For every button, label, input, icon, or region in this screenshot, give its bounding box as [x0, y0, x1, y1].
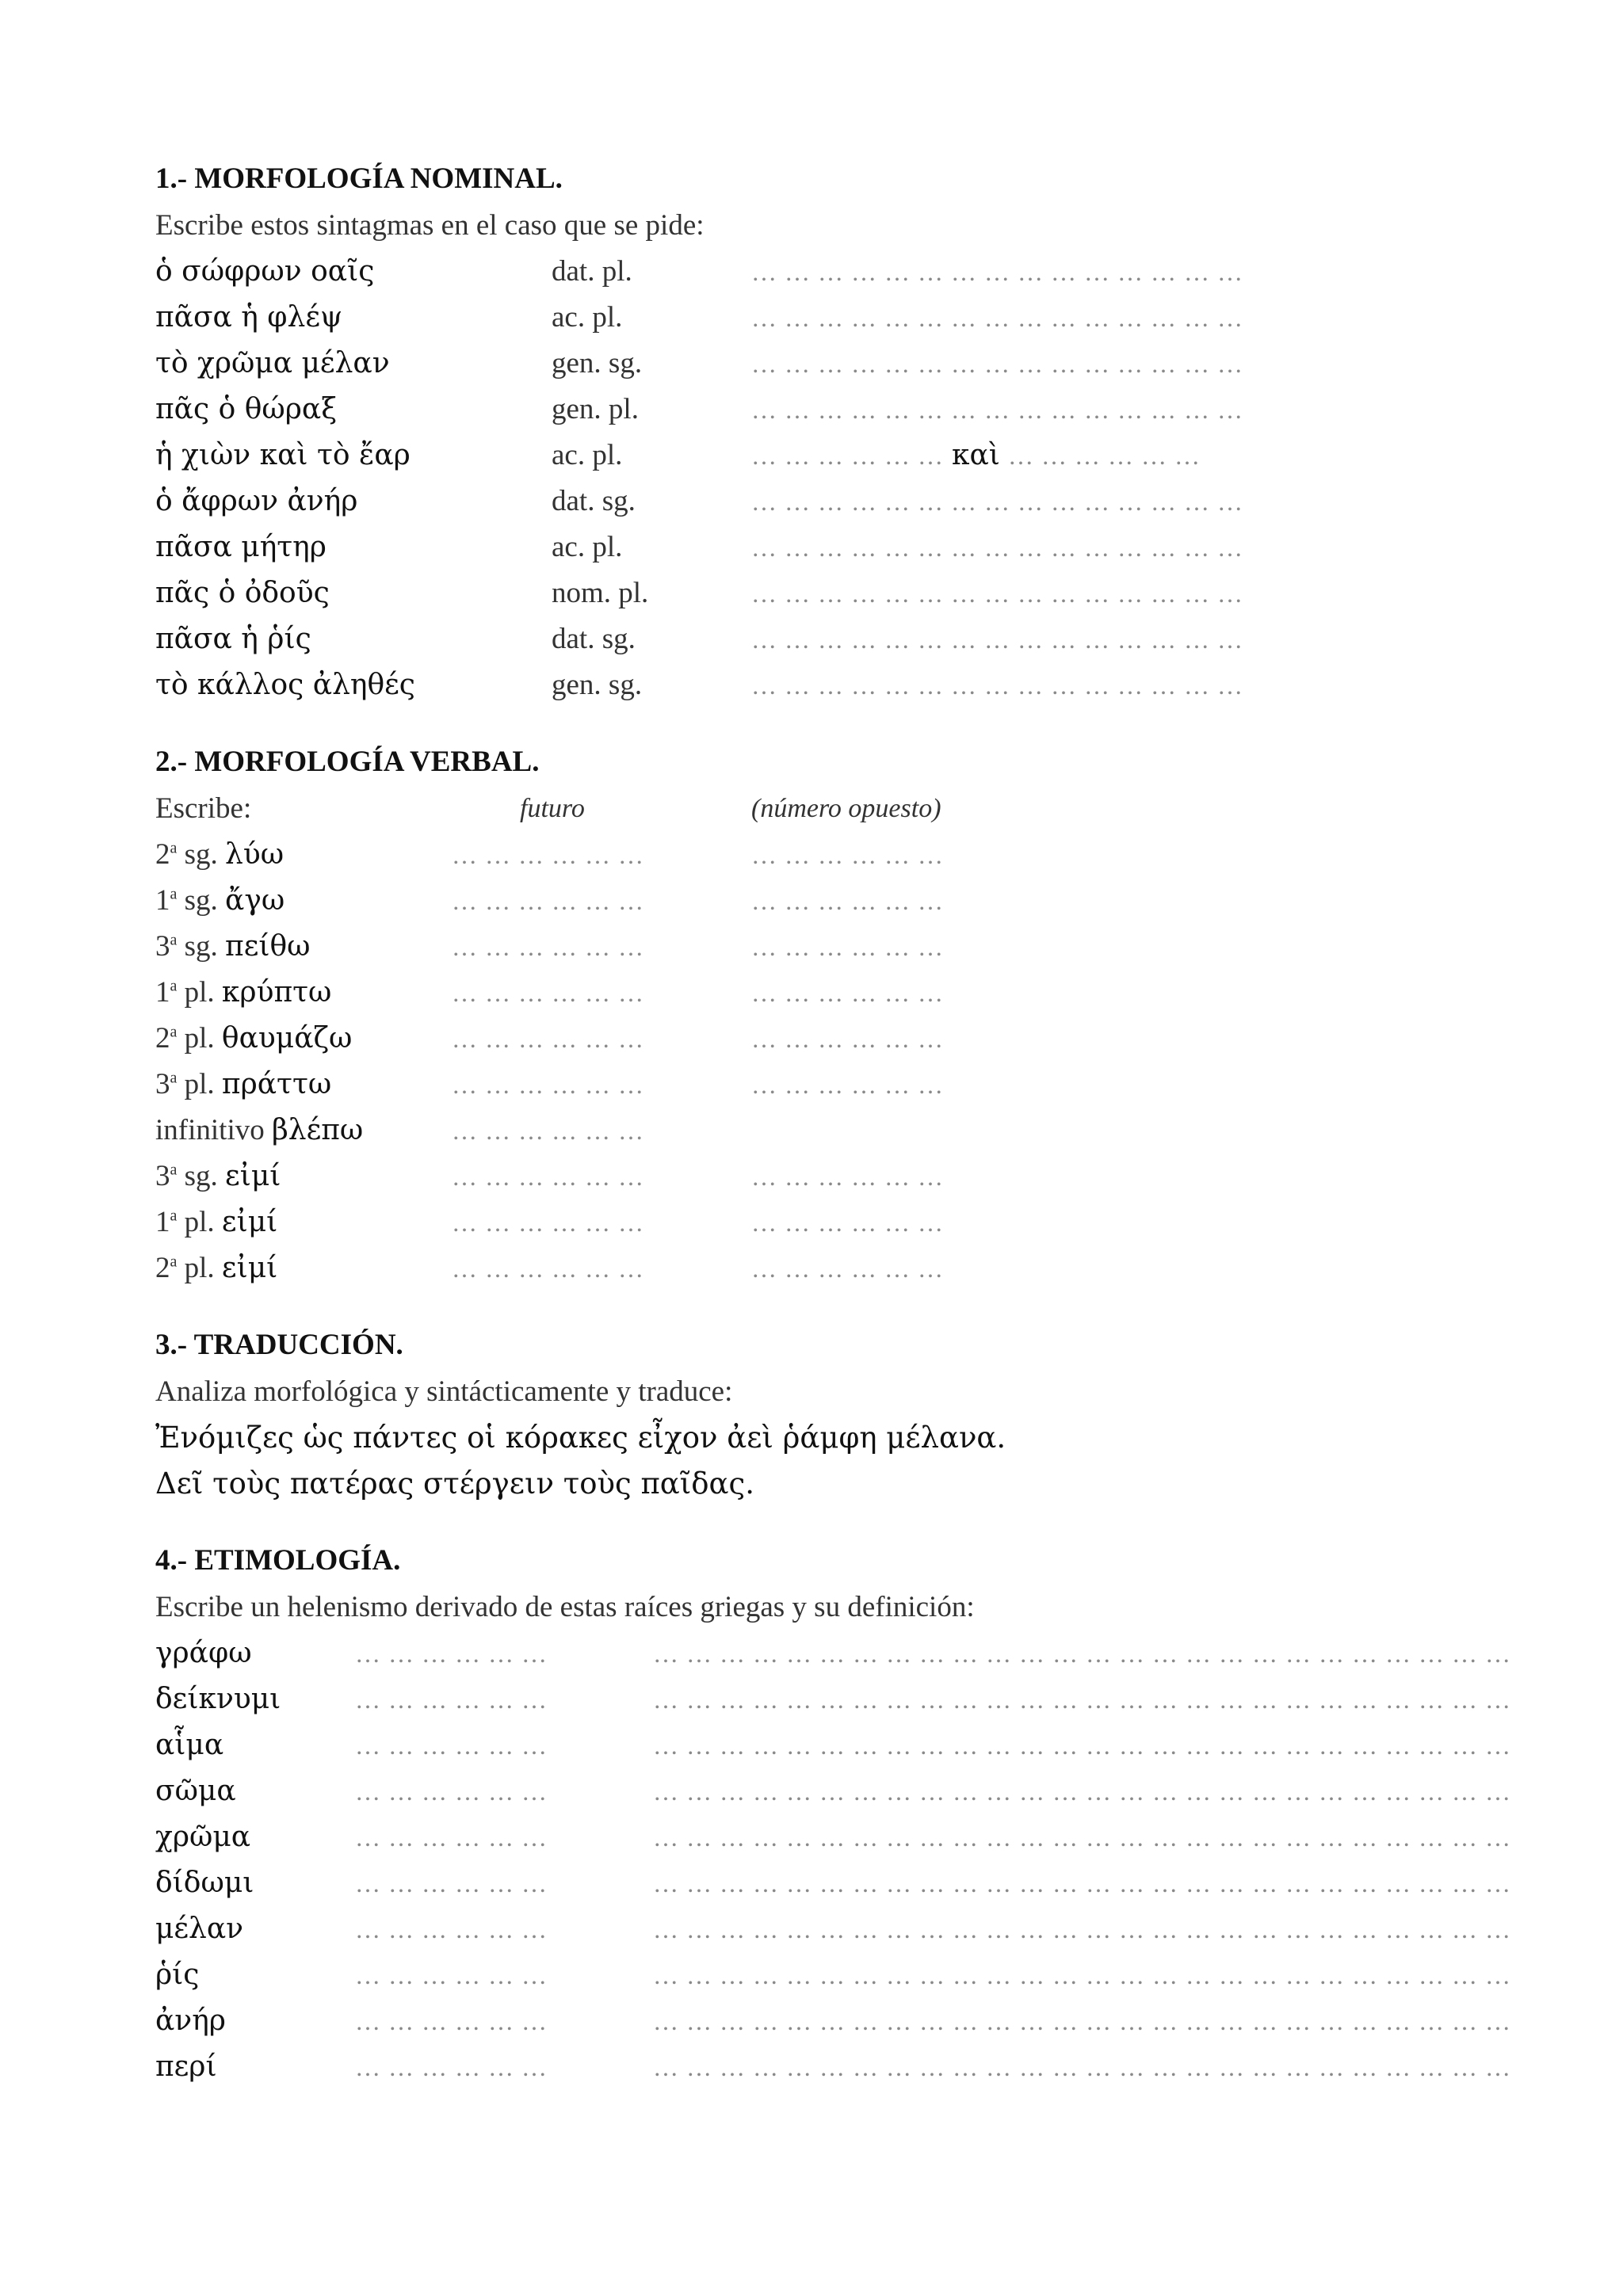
person-number: 1 — [155, 976, 170, 1009]
greek-root: δίδωμι — [155, 1867, 254, 1899]
noun-phrase-row — [155, 295, 1503, 341]
greek-verb: πράττω — [221, 1068, 332, 1100]
answer-blank[interactable]: … … … … … … … … … … … … … … … — [751, 579, 1243, 608]
verb-person-label — [155, 878, 285, 924]
greek-root: χρῶμα — [155, 1821, 251, 1853]
answer-blank[interactable]: … … … … … … … … … … … … … … … — [751, 487, 1243, 516]
greek-verb: θαυμάζω — [221, 1022, 353, 1055]
greek-phrase: ὁ ἄφρων ἀνήρ — [155, 485, 358, 517]
section-2-instruction: Escribe: — [155, 792, 252, 825]
section-4-instruction: Escribe un helenismo derivado de estas raíces griegas y su definición: — [155, 1591, 975, 1623]
verb-person-label — [155, 1245, 277, 1291]
case-label: gen. sg. — [552, 347, 643, 379]
ordinal-suffix: a — [170, 839, 178, 857]
case-label: nom. pl. — [552, 577, 649, 609]
section-1-instruction: Escribe estos sintagmas en el caso que se pide: — [155, 209, 705, 242]
definition-answer-blank[interactable]: … … … … … … … … … … … … … … … … … … … … … … … … … … — [653, 1777, 1511, 1806]
column-futuro-label: futuro — [520, 794, 585, 823]
person-number: 1 — [155, 884, 170, 917]
greek-root: περί — [155, 2050, 217, 2083]
greek-verb: λύω — [225, 838, 285, 871]
greek-verb: εἰμί — [221, 1252, 278, 1284]
etymology-row — [155, 2044, 1511, 2090]
numero-opuesto-answer-blank[interactable]: … … … … … … — [751, 1208, 944, 1237]
helenismo-answer-blank[interactable]: … … … … … … — [355, 1777, 548, 1806]
helenismo-answer-blank[interactable]: … … … … … … — [355, 1869, 548, 1897]
answer-blank[interactable]: … … … … … … … … … … … … … … … — [751, 257, 1243, 286]
case-label: ac. pl. — [552, 301, 623, 334]
section-2-header-row — [155, 786, 1503, 832]
definition-answer-blank[interactable]: … … … … … … … … … … … … … … … … … … … … … … … … … … — [653, 1731, 1511, 1760]
greek-phrase: ὁ σώφρων οαῖς — [155, 255, 375, 288]
ordinal-suffix: a — [170, 977, 178, 995]
column-numero-opuesto-label: (número opuesto) — [751, 794, 941, 823]
helenismo-answer-blank[interactable]: … … … … … … — [355, 1639, 548, 1668]
futuro-answer-blank[interactable]: … … … … … … — [452, 1024, 644, 1053]
etymology-row — [155, 1768, 1511, 1814]
section-3-heading: 3.- TRADUCCIÓN. — [155, 1329, 403, 1361]
translation-sentence-1: Ἐνόμιζες ὡς πάντες οἱ κόρακες εἶχον ἀεὶ ῥάμφη μέλανα. — [155, 1421, 1006, 1455]
number-label: sg. — [177, 930, 226, 963]
ordinal-suffix: a — [170, 931, 178, 949]
futuro-answer-blank[interactable]: … … … … … … — [452, 1208, 644, 1237]
greek-root: ῥίς — [155, 1958, 200, 1991]
numero-opuesto-answer-blank[interactable]: … … … … … … — [751, 933, 944, 961]
ordinal-suffix: a — [170, 1069, 178, 1087]
answer-blank[interactable]: … … … … … … … … … … … … … … … — [751, 625, 1243, 654]
number-label: sg. — [177, 838, 226, 871]
definition-answer-blank[interactable]: … … … … … … … … … … … … … … … … … … … … … … … … … … — [653, 1823, 1511, 1852]
greek-verb: κρύπτω — [221, 976, 332, 1009]
greek-phrase: πᾶς ὁ ὀδοῦς — [155, 577, 330, 609]
case-label: gen. sg. — [552, 669, 643, 701]
helenismo-answer-blank[interactable]: … … … … … … — [355, 1961, 548, 1989]
helenismo-answer-blank[interactable]: … … … … … … — [355, 1685, 548, 1714]
etymology-row — [155, 1998, 1511, 2044]
section-1-heading: 1.- MORFOLOGÍA NOMINAL. — [155, 162, 563, 195]
verb-row — [155, 832, 1503, 878]
etymology-row — [155, 1814, 1511, 1860]
verb-row — [155, 1062, 1503, 1108]
greek-root: ἀνήρ — [155, 2004, 226, 2037]
definition-answer-blank[interactable]: … … … … … … … … … … … … … … … … … … … … … … … … … … — [653, 2053, 1511, 2081]
answer-blank[interactable]: … … … … … … … … … … … … … … … — [751, 533, 1243, 562]
answer-blank[interactable]: … … … … … … … … … … … … … … … — [751, 349, 1243, 378]
verb-person-label — [155, 1016, 352, 1062]
person-number: 1 — [155, 1206, 170, 1238]
person-number: 3 — [155, 930, 170, 963]
ordinal-suffix: a — [170, 1207, 178, 1225]
case-label: dat. pl. — [552, 255, 632, 288]
helenismo-answer-blank[interactable]: … … … … … … — [355, 2053, 548, 2081]
etymology-row — [155, 1722, 1511, 1768]
verb-row — [155, 1245, 1503, 1291]
answer-blank-pair — [751, 433, 1201, 483]
greek-verb: πείθω — [225, 930, 311, 963]
section-4-rows — [155, 1630, 1511, 2090]
greek-phrase: τὸ χρῶμα μέλαν — [155, 347, 390, 379]
person-number: 2 — [155, 1252, 170, 1284]
greek-verb: ἄγω — [225, 884, 285, 917]
greek-verb: εἰμί — [221, 1206, 278, 1238]
noun-phrase-row — [155, 662, 1503, 708]
translation-sentence-2: Δεῖ τοὺς πατέρας στέργειν τοὺς παῖδας. — [155, 1466, 755, 1501]
verb-row — [155, 1016, 1503, 1062]
futuro-answer-blank[interactable]: … … … … … … — [452, 933, 644, 961]
ordinal-suffix: a — [170, 1161, 178, 1179]
number-label: sg. — [177, 1160, 226, 1192]
helenismo-answer-blank[interactable]: … … … … … … — [355, 1823, 548, 1852]
etymology-row — [155, 1676, 1511, 1722]
section-2-heading: 2.- MORFOLOGÍA VERBAL. — [155, 746, 540, 778]
number-label — [265, 1114, 272, 1146]
futuro-answer-blank[interactable]: … … … … … … — [452, 1254, 644, 1283]
futuro-answer-blank[interactable]: … … … … … … — [452, 1162, 644, 1191]
case-label: ac. pl. — [552, 439, 623, 471]
numero-opuesto-answer-blank[interactable]: … … … … … … — [751, 978, 944, 1007]
case-label: dat. sg. — [552, 485, 636, 517]
verb-row — [155, 1154, 1503, 1199]
definition-answer-blank[interactable]: … … … … … … … … … … … … … … … … … … … … … … … … … … — [653, 1915, 1511, 1943]
numero-opuesto-answer-blank[interactable]: … … … … … … — [751, 1070, 944, 1099]
helenismo-answer-blank[interactable]: … … … … … … — [355, 2007, 548, 2035]
answer-blank[interactable]: … … … … … … … … … … … … … … … — [751, 303, 1243, 332]
greek-phrase: πᾶσα ἡ ῥίς — [155, 623, 311, 655]
greek-verb: εἰμί — [225, 1160, 281, 1192]
section-4-heading: 4.- ETIMOLOGÍA. — [155, 1544, 401, 1577]
answer-blank[interactable]: … … … … … … … … … … … … … … … — [751, 671, 1243, 700]
person-number: 3 — [155, 1068, 170, 1100]
definition-answer-blank[interactable]: … … … … … … … … … … … … … … … … … … … … … … … … … … — [653, 2007, 1511, 2035]
section-3-instruction: Analiza morfológica y sintácticamente y traduce: — [155, 1375, 733, 1408]
person-number: 2 — [155, 838, 170, 871]
etymology-row — [155, 1630, 1511, 1676]
case-label: gen. pl. — [552, 393, 639, 425]
greek-phrase: ἡ χιὼν καὶ τὸ ἔαρ — [155, 439, 411, 471]
numero-opuesto-answer-blank[interactable]: … … … … … … — [751, 841, 944, 869]
numero-opuesto-answer-blank[interactable]: … … … … … … — [751, 1162, 944, 1191]
case-label: ac. pl. — [552, 531, 623, 563]
verb-row — [155, 970, 1503, 1016]
verb-row — [155, 878, 1503, 924]
numero-opuesto-answer-blank[interactable]: … … … … … … — [751, 1024, 944, 1053]
greek-phrase: τὸ κάλλος ἀληθές — [155, 669, 415, 701]
greek-phrase: πᾶς ὁ θώραξ — [155, 393, 338, 425]
verb-person-label — [155, 1154, 281, 1199]
number-label: pl. — [177, 1252, 222, 1284]
noun-phrase-row — [155, 341, 1503, 387]
number-label: sg. — [177, 884, 226, 917]
verb-person-label — [155, 924, 311, 970]
noun-phrase-row — [155, 616, 1503, 662]
verb-person-label — [155, 1062, 331, 1108]
futuro-answer-blank[interactable]: … … … … … … — [452, 1070, 644, 1099]
verb-person-label — [155, 970, 331, 1016]
verb-person-label — [155, 1199, 277, 1245]
greek-root: γράφω — [155, 1637, 252, 1669]
greek-phrase: πᾶσα μήτηρ — [155, 531, 327, 563]
verb-row — [155, 924, 1503, 970]
verb-row — [155, 1199, 1503, 1245]
section-2-rows — [155, 832, 1503, 1291]
numero-opuesto-answer-blank[interactable]: … … … … … … — [751, 1254, 944, 1283]
greek-verb: βλέπω — [271, 1114, 364, 1146]
definition-answer-blank[interactable]: … … … … … … … … … … … … … … … … … … … … … … … … … … — [653, 1961, 1511, 1989]
exam-page — [155, 155, 1511, 2090]
noun-phrase-row — [155, 433, 1503, 479]
ordinal-suffix: a — [170, 885, 178, 903]
answer-blank[interactable]: … … … … … … — [751, 441, 944, 470]
greek-phrase: πᾶσα ἡ φλέψ — [155, 301, 343, 334]
verb-person-label — [155, 1108, 363, 1154]
helenismo-answer-blank[interactable]: … … … … … … — [355, 1731, 548, 1760]
etymology-row — [155, 1860, 1511, 1906]
noun-phrase-row — [155, 387, 1503, 433]
answer-blank[interactable]: … … … … … … … … … … … … … … … — [751, 395, 1243, 424]
noun-phrase-row — [155, 479, 1503, 524]
conjunction-kai: καὶ — [952, 439, 1000, 471]
futuro-answer-blank[interactable]: … … … … … … — [452, 1116, 644, 1145]
definition-answer-blank[interactable]: … … … … … … … … … … … … … … … … … … … … … … … … … … — [653, 1639, 1511, 1668]
number-label: pl. — [177, 976, 222, 1009]
greek-root: αἷμα — [155, 1729, 224, 1761]
person-number: 3 — [155, 1160, 170, 1192]
number-label: pl. — [177, 1206, 222, 1238]
person-number: 2 — [155, 1022, 170, 1055]
verb-row — [155, 1108, 1503, 1154]
definition-answer-blank[interactable]: … … … … … … … … … … … … … … … … … … … … … … … … … … — [653, 1869, 1511, 1897]
case-label: dat. sg. — [552, 623, 636, 655]
noun-phrase-row — [155, 249, 1503, 295]
greek-root: δείκνυμι — [155, 1683, 281, 1715]
verb-person-label — [155, 832, 284, 878]
greek-root: σῶμα — [155, 1775, 236, 1807]
futuro-answer-blank[interactable]: … … … … … … — [452, 887, 644, 915]
etymology-row — [155, 1906, 1511, 1952]
number-label: pl. — [177, 1022, 222, 1055]
ordinal-suffix: a — [170, 1253, 178, 1271]
etymology-row — [155, 1952, 1511, 1998]
greek-root: μέλαν — [155, 1913, 244, 1945]
numero-opuesto-answer-blank[interactable]: … … … … … … — [751, 887, 944, 915]
helenismo-answer-blank[interactable]: … … … … … … — [355, 1915, 548, 1943]
noun-phrase-row — [155, 524, 1503, 570]
answer-blank[interactable]: … … … … … … — [1007, 441, 1201, 470]
number-label: pl. — [177, 1068, 222, 1100]
futuro-answer-blank[interactable]: … … … … … … — [452, 978, 644, 1007]
definition-answer-blank[interactable]: … … … … … … … … … … … … … … … … … … … … … … … … … … — [653, 1685, 1511, 1714]
ordinal-suffix: a — [170, 1023, 178, 1041]
futuro-answer-blank[interactable]: … … … … … … — [452, 841, 644, 869]
noun-phrase-row — [155, 570, 1503, 616]
person-number: infinitivo — [155, 1114, 265, 1146]
section-1-rows — [155, 249, 1503, 708]
